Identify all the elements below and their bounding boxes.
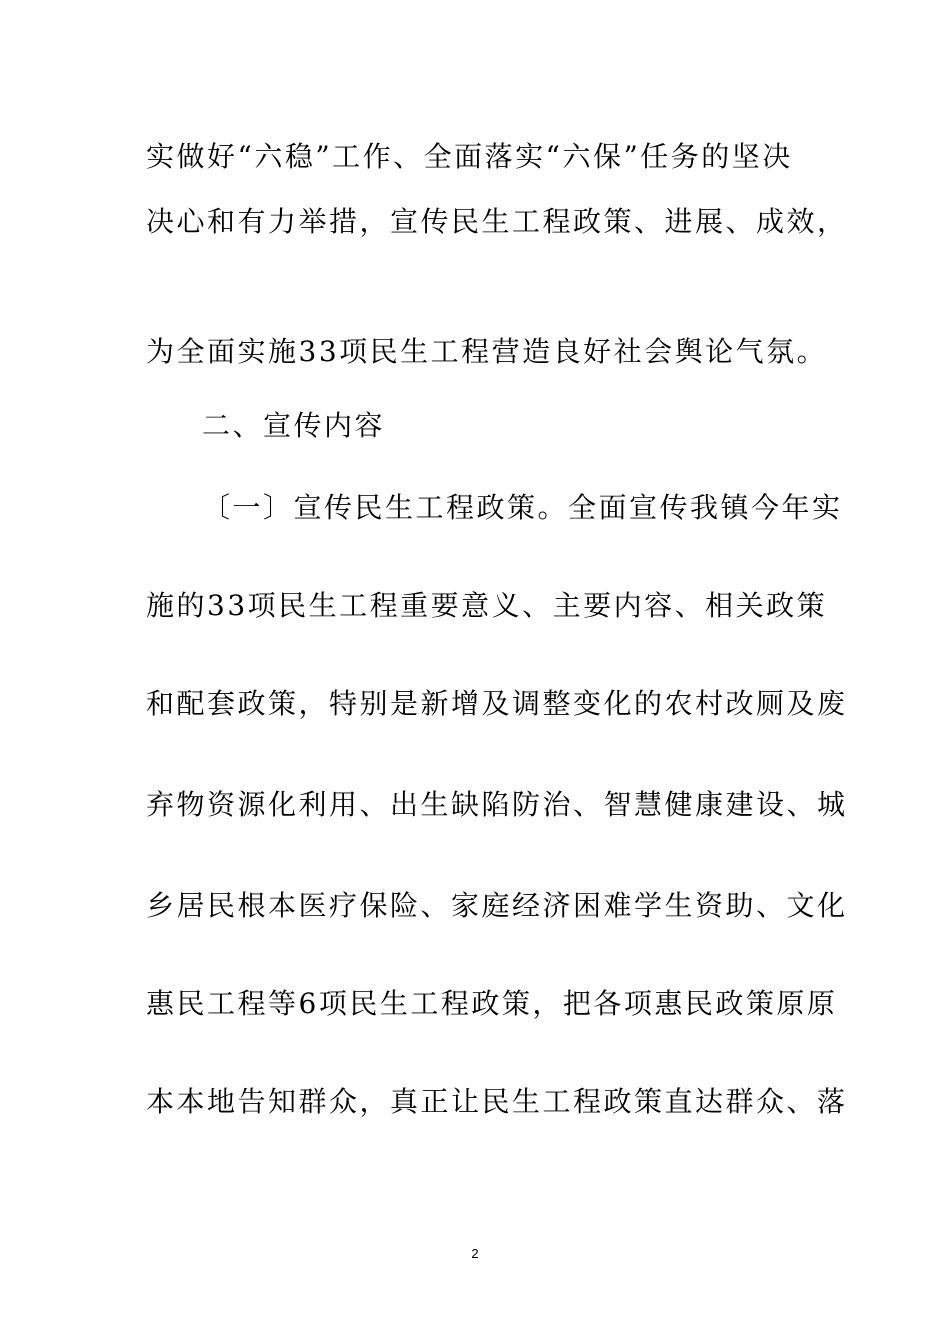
body-text-line: 本本地告知群众，真正让民生工程政策直达群众、落: [146, 1085, 848, 1118]
body-text-line: 〔一〕宣传民生工程政策。全面宣传我镇今年实: [202, 491, 843, 524]
page-number: 2: [471, 1246, 479, 1261]
body-text-line: 实做好“六稳”工作、全面落实“六保”任务的坚决: [146, 140, 793, 173]
body-text-line: 乡居民根本医疗保险、家庭经济困难学生资助、文化: [146, 889, 848, 922]
body-text-line: 和配套政策，特别是新增及调整变化的农村改厕及废: [146, 687, 848, 720]
body-text-line: 决心和有力举措，宣传民生工程政策、进展、成效，: [146, 205, 848, 238]
body-text-line: 为全面实施33项民生工程营造良好社会舆论气氛。: [146, 335, 828, 368]
section-heading: 二、宣传内容: [202, 409, 386, 442]
body-text-line: 惠民工程等6项民生工程政策，把各项惠民政策原原: [146, 987, 838, 1020]
body-text-line: 弃物资源化利用、出生缺陷防治、智慧健康建设、城: [146, 788, 848, 821]
body-text-line: 施的33项民生工程重要意义、主要内容、相关政策: [146, 589, 828, 622]
